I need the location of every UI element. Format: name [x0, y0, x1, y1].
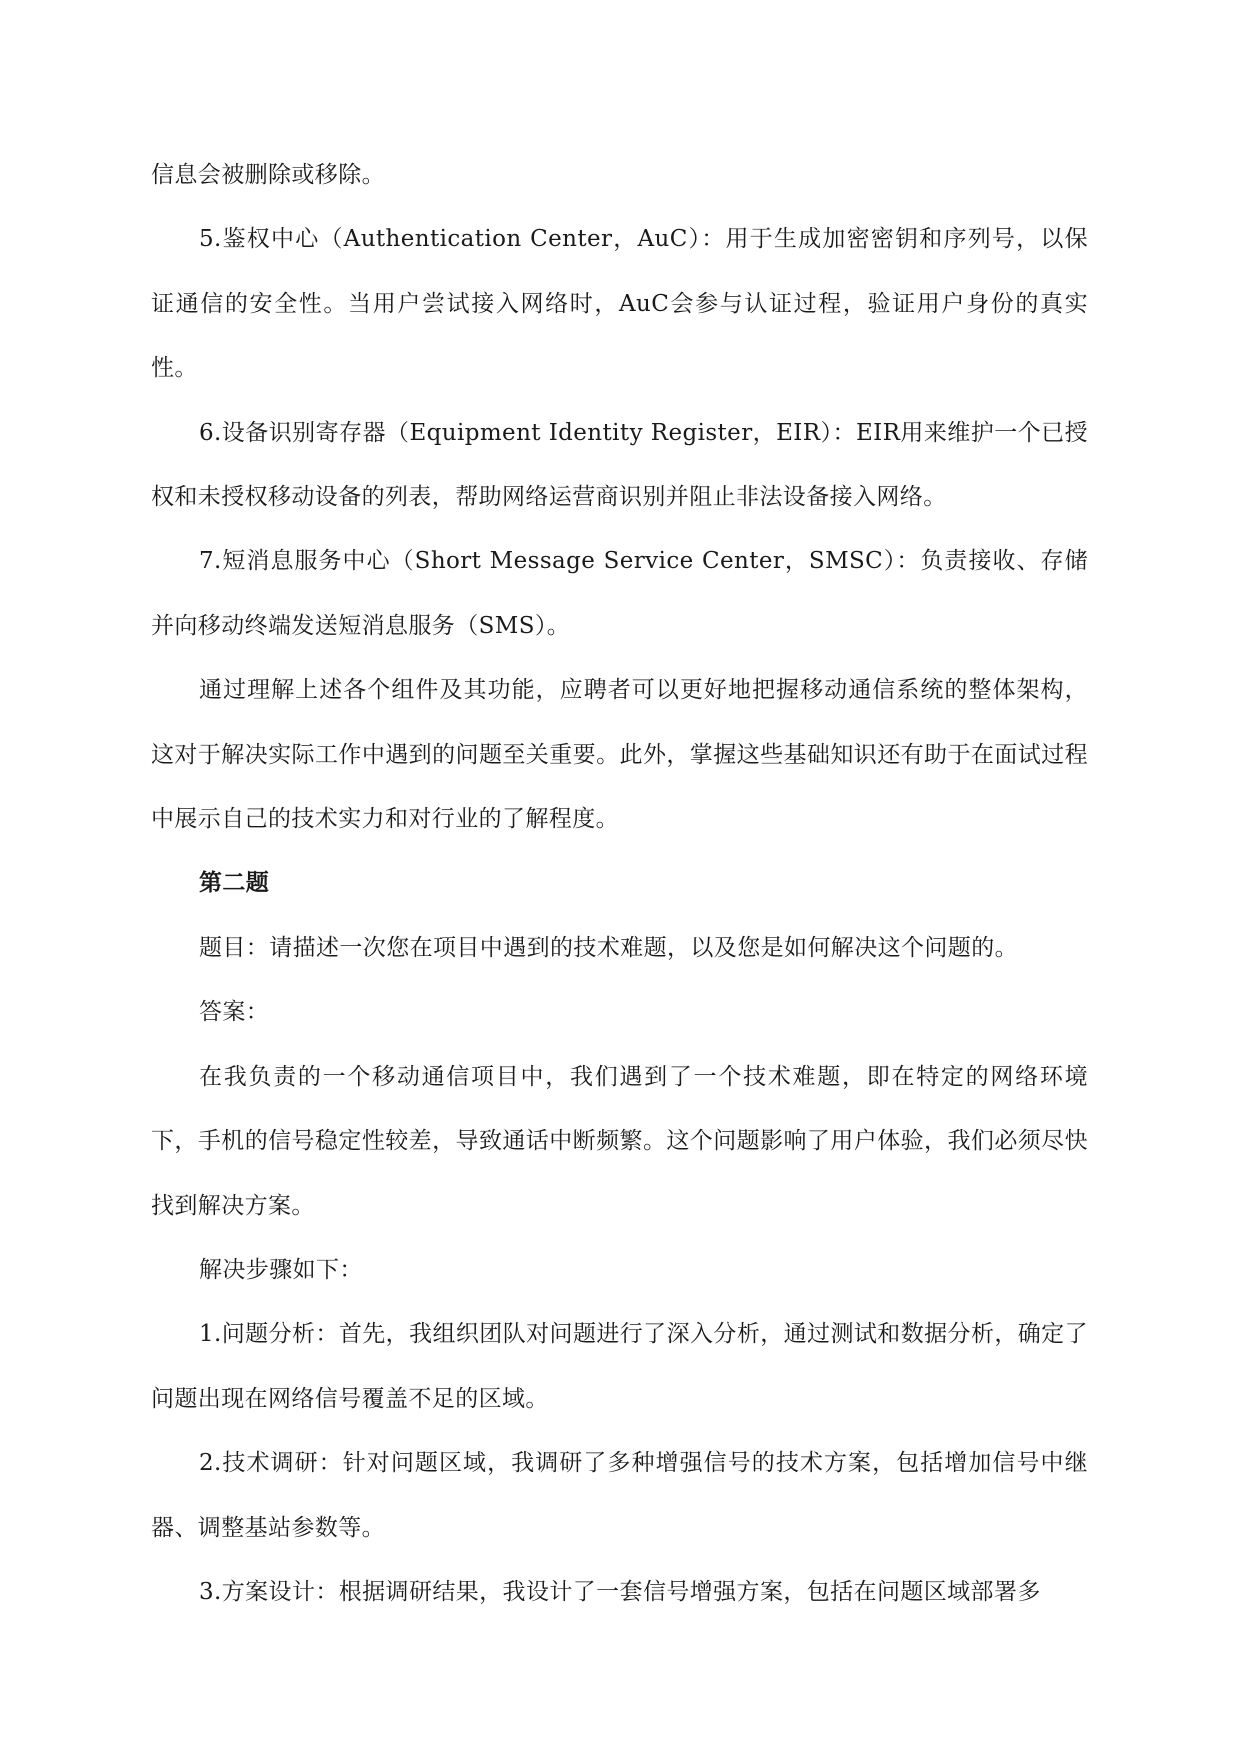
section-heading: 第二题: [199, 869, 270, 897]
paragraph-continuation: 信息会被删除或移除。: [151, 162, 385, 188]
paragraph-step-2: 2.技术调研：针对问题区域，我调研了多种增强信号的技术方案，包括增加信号中继器、调整基站参数等。: [151, 1450, 1088, 1541]
paragraph-step-1: 1.问题分析：首先，我组织团队对问题进行了深入分析，通过测试和数据分析，确定了问题出现在网络信号覆盖不足的区域。: [151, 1321, 1088, 1412]
document-body: [151, 143, 1088, 1624]
paragraph-question: 题目：请描述一次您在项目中遇到的技术难题，以及您是如何解决这个问题的。: [199, 934, 1018, 961]
paragraph-answer-intro: 在我负责的一个移动通信项目中，我们遇到了一个技术难题，即在特定的网络环境下，手机的信号稳定性较差，导致通话中断频繁。这个问题影响了用户体验，我们必须尽快找到解决方案。: [151, 1063, 1088, 1219]
paragraph-step-3: 3.方案设计：根据调研结果，我设计了一套信号增强方案，包括在问题区域部署多: [199, 1578, 1041, 1605]
paragraph-summary: 通过理解上述各个组件及其功能，应聘者可以更好地把握移动通信系统的整体架构，这对于解决实际工作中遇到的问题至关重要。此外，掌握这些基础知识还有助于在面试过程中展示自己的技术实力和对行业的了解程度。: [151, 677, 1088, 833]
paragraph-answer-label: 答案：: [199, 999, 270, 1026]
paragraph-eir: 6.设备识别寄存器（Equipment Identity Register，EIR）：EIR用来维护一个已授权和未授权移动设备的列表，帮助网络运营商识别并阻止非法设备接入网络。: [151, 419, 1088, 511]
paragraph-smsc: 7.短消息服务中心（Short Message Service Center，SMSC）：负责接收、存储并向移动终端发送短消息服务（SMS）。: [151, 548, 1088, 639]
paragraph-auc: 5.鉴权中心（Authentication Center，AuC）：用于生成加密密钥和序列号，以保证通信的安全性。当用户尝试接入网络时，AuC会参与认证过程，验证用户身份的真实性。: [151, 226, 1088, 382]
paragraph-steps-label: 解决步骤如下：: [199, 1256, 363, 1283]
